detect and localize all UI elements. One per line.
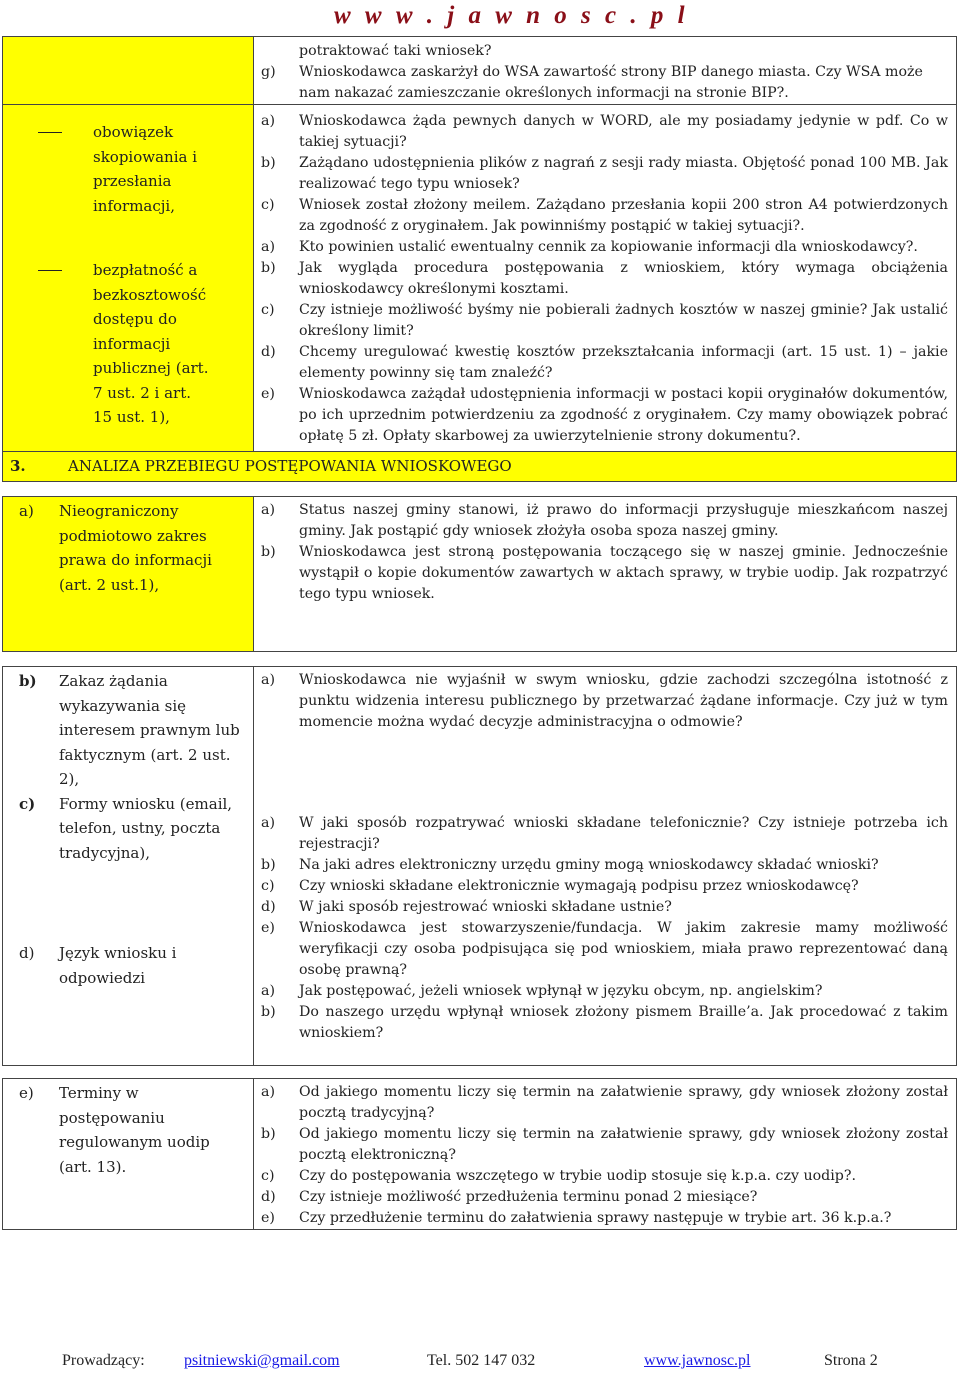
topic-item: bezpłatność a bezkosztowość dostępu do informacji publicznej (art. 7 ust. 2 i art. 15 ust. 1),: [3, 258, 253, 430]
question-item: a) Kto powinien ustalić ewentualny cennik za kopiowanie informacji dla wnioskodawcy?.: [261, 239, 918, 255]
left-cell-interest-forms-language: [3, 667, 254, 1066]
topic-item: b) Zakaz żądania wykazywania się interesem prawnym lub faktycznym (art. 2 ust. 2),: [19, 672, 240, 788]
question-item: c) Czy do postępowania wszczętego w trybie uodip stosuje się k.p.a. czy uodip?.: [261, 1168, 856, 1184]
topic-item: a) Nieograniczony podmiotowo zakres prawa do informacji (art. 2 ust.1),: [19, 502, 212, 594]
right-cell-interest-forms-language: [254, 667, 957, 1066]
left-cell-unlimited-scope: [3, 497, 254, 652]
left-cell-deadlines: [3, 1079, 254, 1230]
presenter-label: Prowadzący:: [62, 1352, 145, 1369]
question-item: d) Czy istnieje możliwość przedłużenia terminu ponad 2 miesiące?: [261, 1189, 758, 1205]
question-item: a) Wnioskodawca nie wyjaśnił w swym wniosku, gdzie zachodzi szczególna istotność z punktu widzenia interesu publicznego by przetwarzać żądane informacje. Czy już w tym momencie można wydać decyzje administracyjna o odmowie?: [261, 672, 948, 730]
question-item: d) W jaki sposób rejestrować wnioski składane ustnie?: [261, 899, 672, 915]
dash-bullet: [38, 132, 62, 133]
document-table: [2, 36, 957, 1230]
section-heading-row: [3, 452, 957, 482]
question-item: a) Jak postępować, jeżeli wniosek wpłynął w języku obcym, np. angielskim?: [261, 983, 823, 999]
question-item: a) Status naszej gminy stanowi, iż prawo do informacji przysługuje mieszkańcom naszej gminy. Jak postąpić gdy wniosek złożyła osoba spoza naszej gminy.: [261, 502, 948, 539]
page-number: Strona 2: [824, 1352, 878, 1369]
topic-item: obowiązek skopiowania i przesłania informacji,: [3, 120, 253, 218]
question-item: c) Czy wnioski składane elektronicznie wymagają podpisu przez wnioskodawcę?: [261, 878, 859, 894]
left-cell-copying-costs: [3, 105, 254, 452]
phone-number: Tel. 502 147 032: [427, 1352, 536, 1369]
question-item: b) Od jakiego momentu liczy się termin na załatwienie sprawy, gdy wniosek złożony został pocztą elektroniczną?: [261, 1126, 948, 1163]
question-item: e) Wnioskodawca jest stowarzyszenie/fundacja. W jakim zakresie mamy możliwość weryfikacji czy osoba podpisująca się pod wnioskiem, miała prawo reprezentować daną osobę prawną?: [261, 920, 948, 978]
left-cell-continued: [3, 37, 254, 105]
question-item: a) Od jakiego momentu liczy się termin na załatwienie sprawy, gdy wniosek złożony został pocztą tradycyjną?: [261, 1084, 948, 1121]
right-cell-deadlines: [254, 1079, 957, 1230]
question-item: g) Wnioskodawca zaskarżył do WSA zawartość strony BIP danego miasta. Czy WSA może nam nakazać zamieszczanie określonych informacji na stronie BIP?.: [261, 64, 923, 101]
question-item: b) Jak wygląda procedura postępowania z wnioskiem, który wymaga obciążenia wnioskodawcy określonymi kosztami.: [261, 260, 948, 297]
presenter-email-link[interactable]: psitniewski@gmail.com: [184, 1352, 340, 1369]
question-item: c) Czy istnieje możliwość byśmy nie pobierali żadnych kosztów w naszej gminie? Jak ustalić określony limit?: [261, 302, 948, 339]
topic-item: e) Terminy w postępowaniu regulowanym uodip (art. 13).: [19, 1084, 210, 1176]
right-cell-copying-costs: [254, 105, 957, 452]
dash-bullet: [38, 270, 62, 271]
question-item: b) Do naszego urzędu wpłynął wniosek złożony pismem Braille’a. Jak procedować z takim wnioskiem?: [261, 1004, 948, 1041]
question-item: b) Wnioskodawca jest stroną postępowania toczącego się w naszej gminie. Jednocześnie wystąpił o kopie dokumentów zawartych w aktach sprawy, w trybie uodip. Jak rozpatrzyć tego typu wniosek.: [261, 544, 948, 602]
topic-item: c) Formy wniosku (email, telefon, ustny, poczta tradycyjna),: [19, 794, 233, 862]
topic-item: d) Język wniosku i odpowiedzi: [19, 944, 177, 987]
site-watermark: w w w . j a w n o s c . p l: [334, 2, 689, 29]
website-link[interactable]: www.jawnosc.pl: [644, 1352, 751, 1369]
question-item: e) Czy przedłużenie terminu do załatwienia sprawy następuje w trybie art. 36 k.p.a.?: [261, 1210, 892, 1226]
section-heading: 3. ANALIZA PRZEBIEGU POSTĘPOWANIA WNIOSKOWEGO: [3, 452, 956, 481]
right-cell-continued: [254, 37, 957, 105]
question-item: d) Chcemy uregulować kwestię kosztów przekształcania informacji (art. 15 ust. 1) – jakie elementy powinny się tam znaleźć?: [261, 344, 948, 381]
question-item: e) Wnioskodawca zażądał udostępnienia informacji w postaci kopii oryginałów dokumentów, po ich uprzednim potwierdzeniu za zgodność z oryginałem. Czy mamy obowiązek pobrać opłatę 5 zł. Opłaty skarbowej za uwierzytelnienie strony dokumentu?.: [261, 386, 948, 444]
continued-line: potraktować taki wniosek?: [299, 43, 492, 59]
question-item: a) W jaki sposób rozpatrywać wnioski składane telefonicznie? Czy istnieje potrzeba ich rejestracji?: [261, 815, 948, 852]
row-spacer: [3, 652, 957, 667]
row-spacer: [3, 482, 957, 497]
question-item: a) Wnioskodawca żąda pewnych danych w WORD, ale my posiadamy jedynie w pdf. Co w takiej sytuacji?: [261, 113, 948, 150]
right-cell-unlimited-scope: [254, 497, 957, 652]
question-item: c) Wniosek został złożony meilem. Zażądano przesłania kopii 200 stron A4 potwierdzonych za zgodność z oryginałem. Jak powinniśmy postąpić w takiej sytuacji?.: [261, 197, 948, 234]
question-item: b) Zażądano udostępnienia plików z nagrań z sesji rady miasta. Objętość ponad 100 MB. Jak realizować tego typu wniosek?: [261, 155, 948, 192]
question-item: b) Na jaki adres elektroniczny urzędu gminy mogą wnioskodawcy składać wnioski?: [261, 857, 879, 873]
row-spacer: [3, 1066, 957, 1079]
